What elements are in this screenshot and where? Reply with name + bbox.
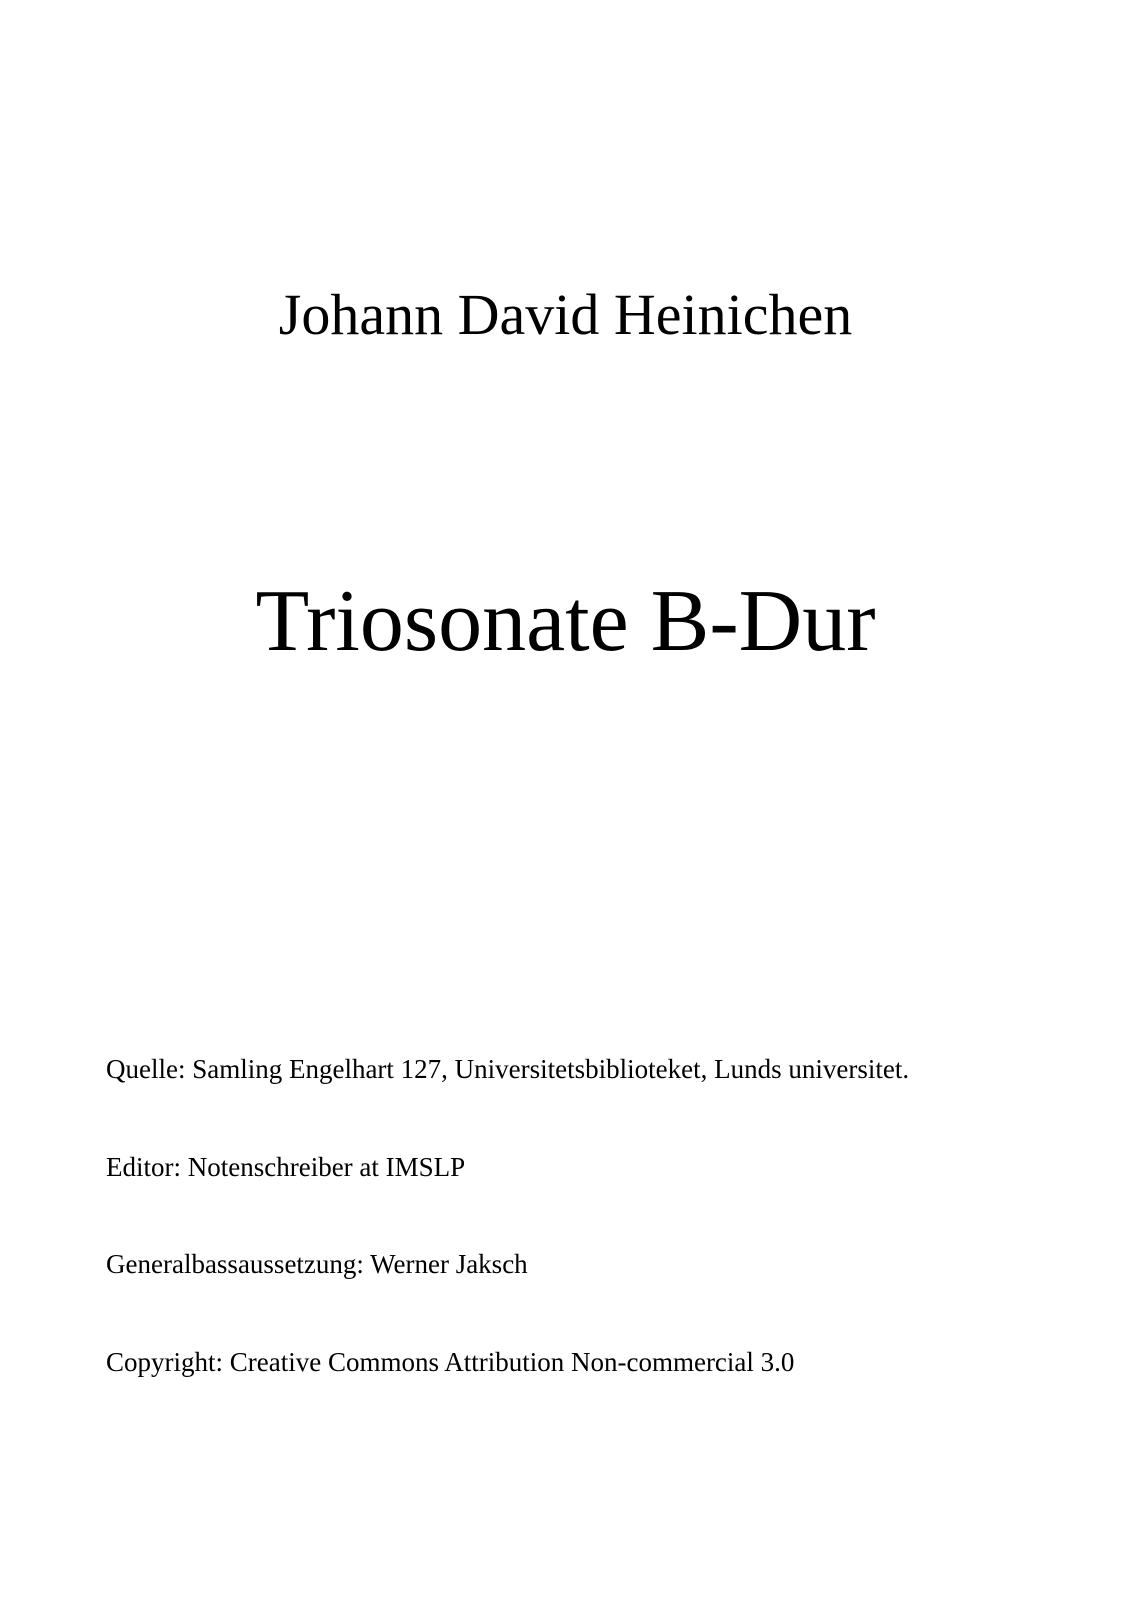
work-title: Triosonate B-Dur bbox=[255, 573, 876, 670]
editor-line: Editor: Notenschreiber at IMSLP bbox=[106, 1152, 466, 1182]
source-line: Quelle: Samling Engelhart 127, Universitetsbiblioteket, Lunds universitet. bbox=[106, 1054, 910, 1084]
composer-name: Johann David Heinichen bbox=[278, 282, 853, 347]
continuo-realization-line: Generalbassaussetzung: Werner Jaksch bbox=[106, 1249, 528, 1279]
copyright-line: Copyright: Creative Commons Attribution Non-commercial 3.0 bbox=[106, 1347, 795, 1377]
